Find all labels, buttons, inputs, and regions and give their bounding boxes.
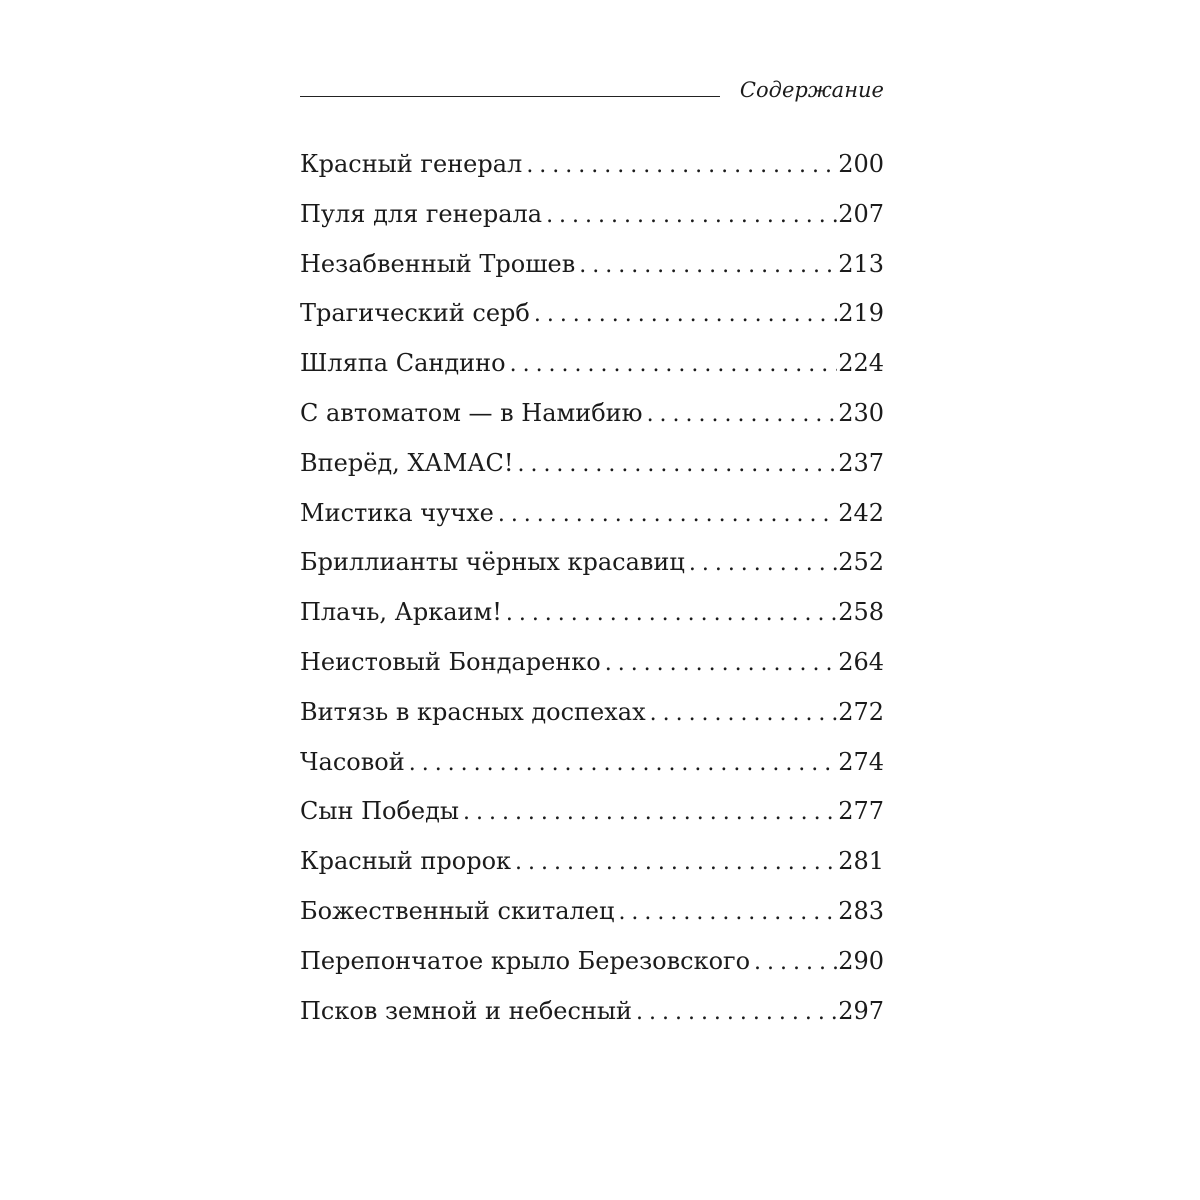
toc-entry-title: Трагический серб xyxy=(300,299,530,328)
dot-leader xyxy=(605,644,837,684)
toc-entry-title: Вперёд, ХАМАС! xyxy=(300,448,514,477)
toc-entry-page: 224 xyxy=(838,349,884,378)
dot-leader xyxy=(463,793,837,833)
toc-entry xyxy=(300,642,884,692)
dot-leader xyxy=(618,893,837,933)
toc-entry-title: Божественный скиталец xyxy=(300,896,615,925)
toc-entry-page: 242 xyxy=(838,498,884,527)
dot-leader xyxy=(636,993,837,1033)
dot-leader xyxy=(754,943,837,983)
toc-entry-page: 258 xyxy=(838,598,884,627)
toc-entry-page: 237 xyxy=(838,448,884,477)
toc-entry-page: 274 xyxy=(838,747,884,776)
dot-leader xyxy=(546,196,837,236)
dot-leader xyxy=(650,694,838,734)
toc-entry-page: 281 xyxy=(838,847,884,876)
book-page xyxy=(300,0,884,1200)
dot-leader xyxy=(579,246,837,286)
toc-entry-page: 219 xyxy=(838,299,884,328)
dot-leader xyxy=(647,395,838,435)
toc-entry xyxy=(300,393,884,443)
toc-entry xyxy=(300,742,884,792)
toc-entry-title: Незабвенный Трошев xyxy=(300,249,576,278)
toc-entry xyxy=(300,791,884,841)
toc-entry xyxy=(300,293,884,343)
toc-entry xyxy=(300,592,884,642)
header-rule xyxy=(300,96,720,97)
toc-entry-page: 272 xyxy=(838,697,884,726)
toc-entry-title: Бриллианты чёрных красавиц xyxy=(300,548,685,577)
toc-entry-title: Шляпа Сандино xyxy=(300,349,506,378)
toc-entry-title: С автоматом — в Намибию xyxy=(300,398,643,427)
toc-entry xyxy=(300,443,884,493)
dot-leader xyxy=(506,594,837,634)
toc-entry-page: 297 xyxy=(838,996,884,1025)
dot-leader xyxy=(515,843,837,883)
toc-entry xyxy=(300,841,884,891)
toc-entry xyxy=(300,194,884,244)
toc-entry-title: Красный пророк xyxy=(300,847,512,876)
dot-leader xyxy=(526,146,837,186)
page-title: Содержание xyxy=(739,78,884,102)
toc-entry-page: 230 xyxy=(838,398,884,427)
dot-leader xyxy=(498,495,837,535)
toc-entry-title: Плачь, Аркаим! xyxy=(300,598,502,627)
dot-leader xyxy=(534,295,837,335)
table-of-contents xyxy=(300,144,884,1040)
toc-entry-page: 252 xyxy=(838,548,884,577)
toc-entry xyxy=(300,891,884,941)
toc-entry-title: Сын Победы xyxy=(300,797,459,826)
toc-entry-page: 290 xyxy=(838,946,884,975)
toc-entry-page: 213 xyxy=(838,249,884,278)
toc-entry-title: Витязь в красных доспехах xyxy=(300,697,646,726)
toc-entry-page: 264 xyxy=(838,647,884,676)
dot-leader xyxy=(517,445,837,485)
toc-entry-page: 277 xyxy=(838,797,884,826)
toc-entry xyxy=(300,144,884,194)
toc-entry-page: 200 xyxy=(838,150,884,178)
toc-entry xyxy=(300,941,884,991)
dot-leader xyxy=(510,345,838,385)
toc-entry-page: 207 xyxy=(838,199,884,228)
toc-entry-title: Пуля для генерала xyxy=(300,199,543,228)
toc-entry-title: Часовой xyxy=(300,747,405,776)
toc-entry xyxy=(300,692,884,742)
toc-entry-title: Мистика чучхе xyxy=(300,498,494,527)
toc-entry xyxy=(300,991,884,1041)
toc-entry-title: Перепончатое крыло Березовского xyxy=(300,946,751,975)
toc-entry-title: Неистовый Бондаренко xyxy=(300,647,601,676)
toc-entry-page: 283 xyxy=(838,896,884,925)
toc-entry-title: Красный генерал xyxy=(300,150,523,178)
toc-entry xyxy=(300,542,884,592)
dot-leader xyxy=(689,544,837,584)
toc-entry-title: Псков земной и небесный xyxy=(300,996,633,1025)
toc-entry xyxy=(300,493,884,543)
dot-leader xyxy=(409,744,837,784)
running-head xyxy=(300,68,884,104)
toc-entry xyxy=(300,244,884,294)
toc-entry xyxy=(300,343,884,393)
